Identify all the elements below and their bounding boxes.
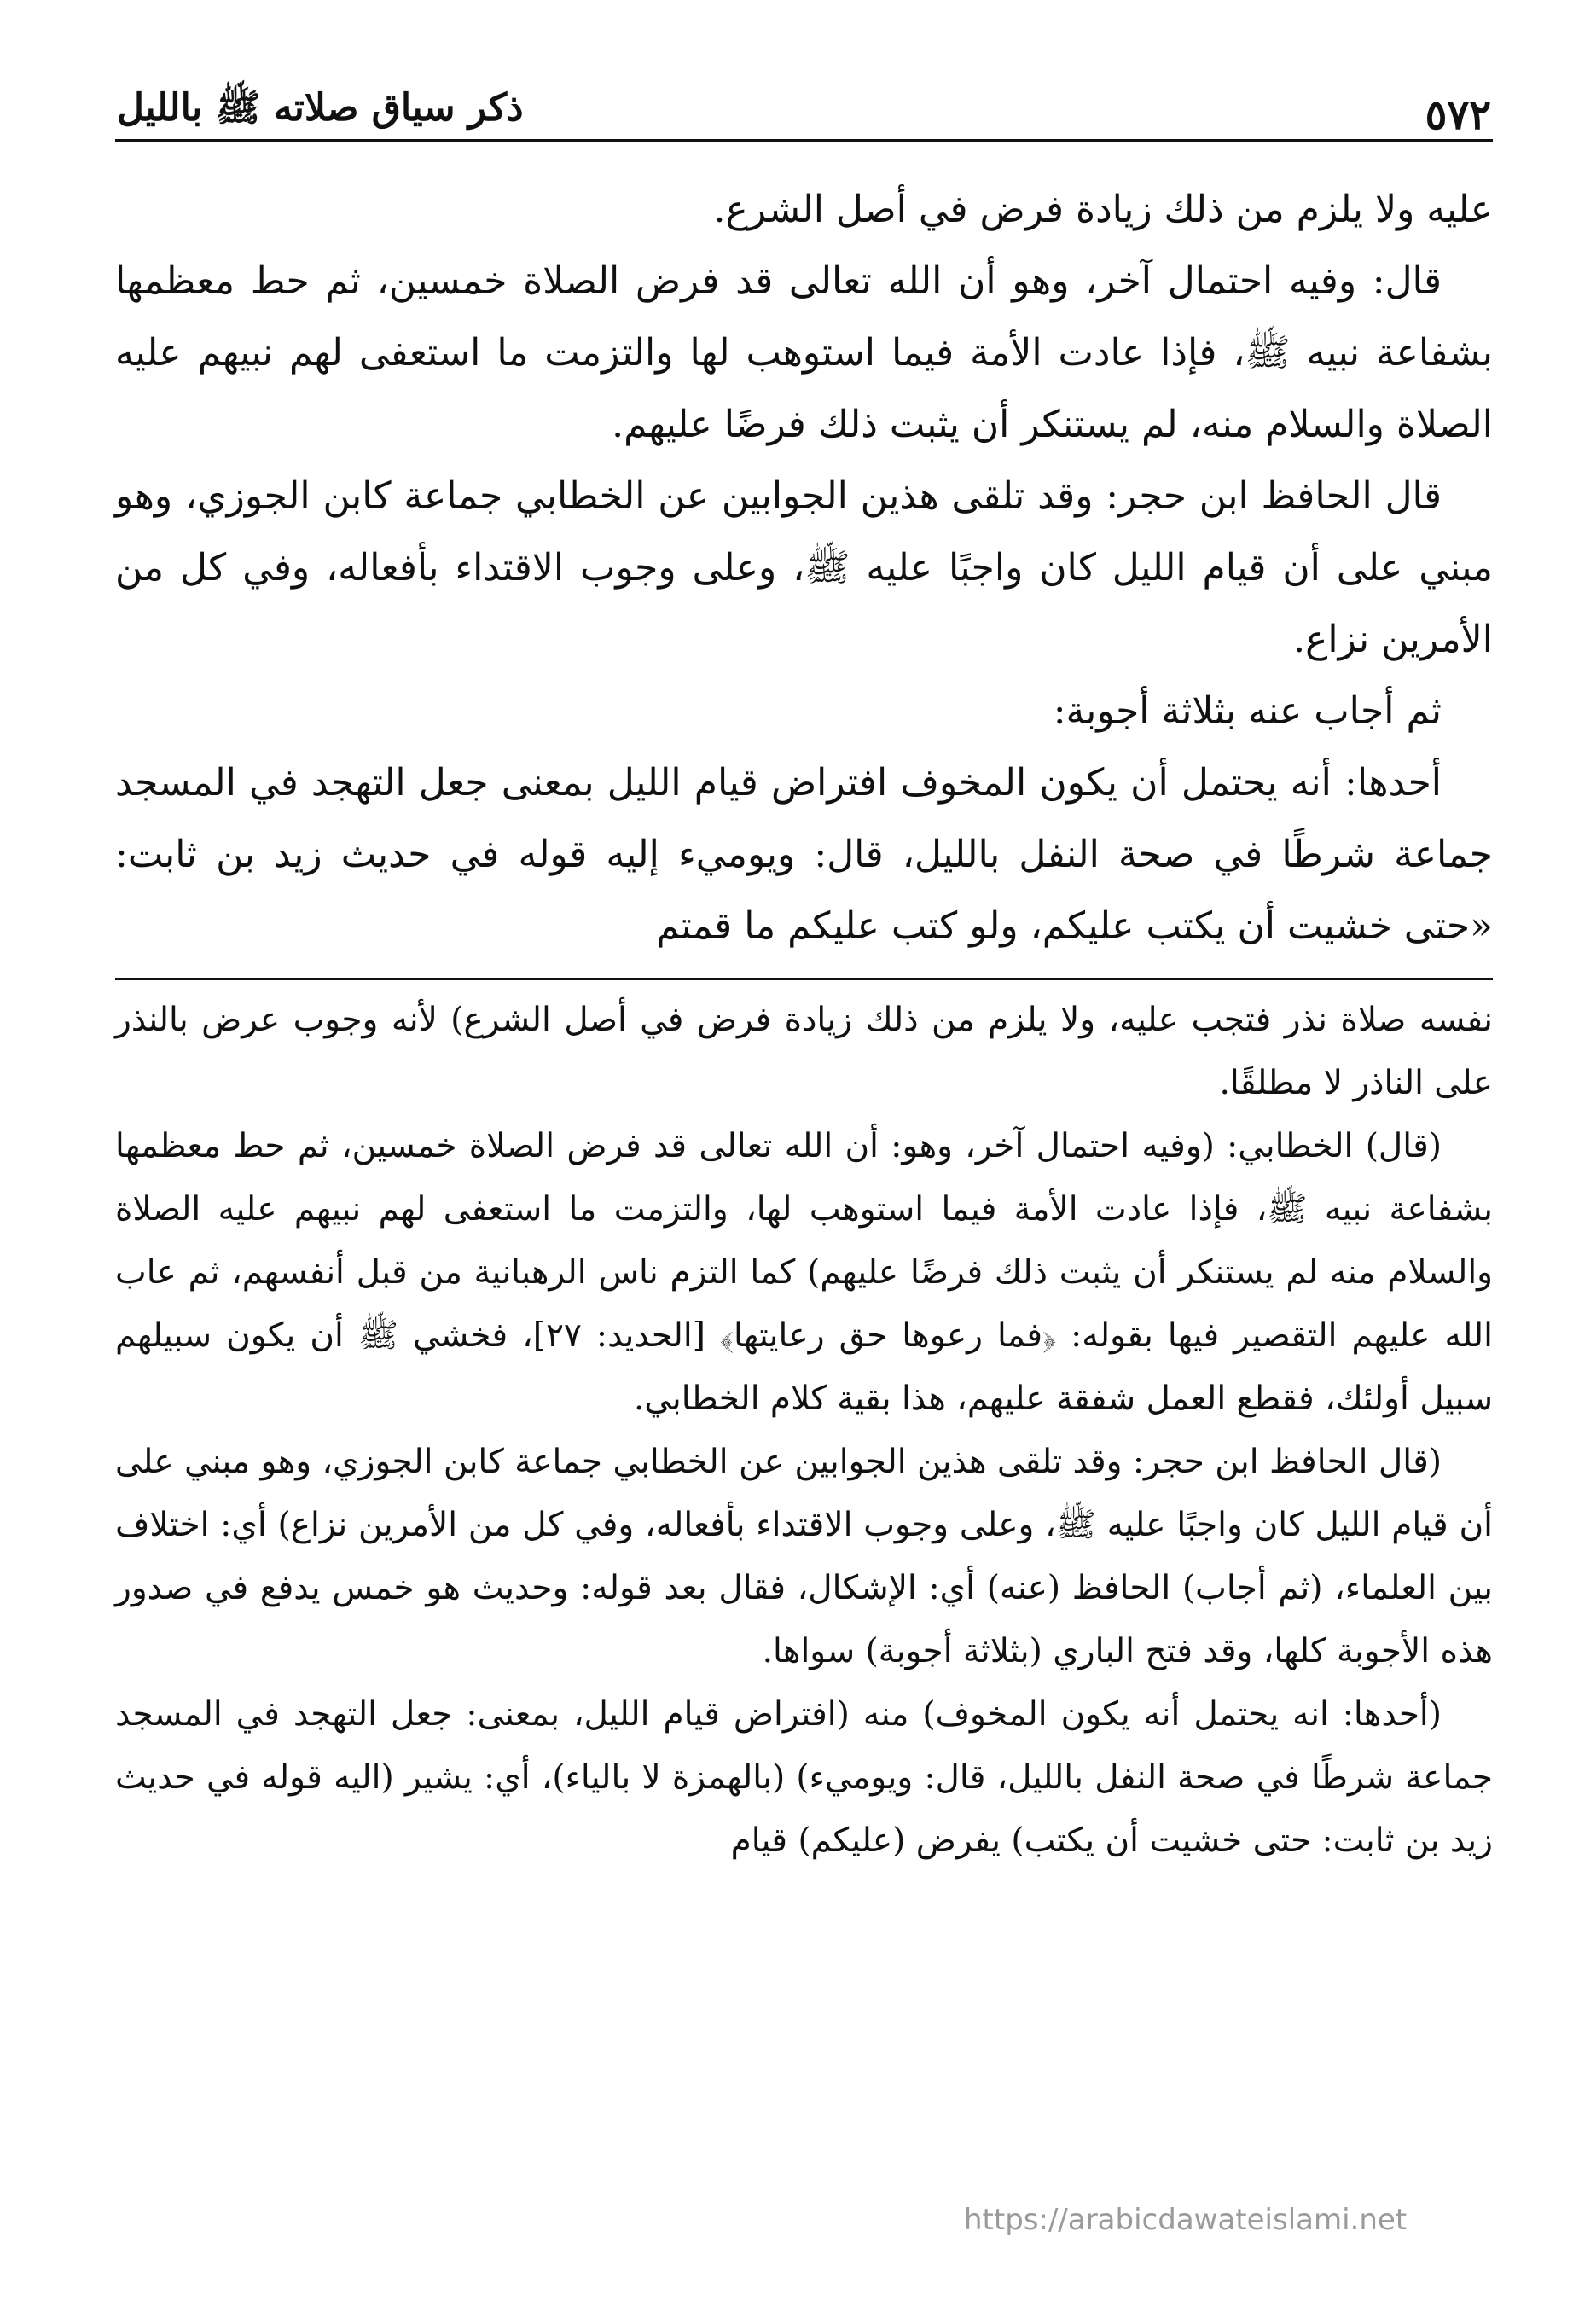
footnote-divider (115, 978, 1493, 980)
main-paragraph: عليه ولا يلزم من ذلك زيادة فرض في أصل الشرع. (713, 188, 1493, 231)
main-paragraph: أحدها: أنه يحتمل أن يكون المخوف افتراض قيام الليل بمعنى جعل التهجد في المسجد جماعة شرطًا في صحة النفل بالليل، قال: ويوميء إليه قوله في حديث زيد بن ثابت: «حتى خشيت أن يكتب عليكم، ولو كتب عليكم ما قمتم (115, 761, 1493, 948)
main-paragraph: ثم أجاب عنه بثلاثة أجوبة: (1053, 689, 1442, 733)
watermark-url: https://arabicdawateislami.net (964, 2203, 1408, 2237)
main-paragraph: قال الحافظ ابن حجر: وقد تلقى هذين الجوابين عن الخطابي جماعة كابن الجوزي، وهو مبني على أن قيام الليل كان واجبًا عليه ﷺ، وعلى وجوب الاقتداء بأفعاله، وفي كل من الأمرين نزاع. (115, 474, 1493, 661)
main-text (115, 174, 1493, 962)
page-number: ٥٧٢ (1425, 91, 1491, 139)
commentary-paragraph: (أحدها: انه يحتمل أنه يكون المخوف) منه (افتراض قيام الليل، بمعنى: جعل التهجد في المسجد جماعة شرطًا في صحة النفل بالليل، قال: ويوميء) (بالهمزة لا بالياء)، أي: يشير (اليه قوله في حديث زيد بن ثابت: حتى خشيت أن يكتب) يفرض (عليكم) قيام (115, 1695, 1493, 1860)
commentary-paragraph: نفسه صلاة نذر فتجب عليه، ولا يلزم من ذلك زيادة فرض في أصل الشرع) لأنه وجوب عرض بالنذر على الناذر لا مطلقًا. (115, 1001, 1493, 1102)
main-paragraph: قال: وفيه احتمال آخر، وهو أن الله تعالى قد فرض الصلاة خمسين، ثم حط معظمها بشفاعة نبيه ﷺ، فإذا عادت الأمة فيما استوهب لها والتزمت ما استعفى لهم نبيهم عليه الصلاة والسلام منه، لم يستنكر أن يثبت ذلك فرضًا عليهم. (115, 259, 1493, 446)
commentary-paragraph: (قال) الخطابي: (وفيه احتمال آخر، وهو: أن الله تعالى قد فرض الصلاة خمسين، ثم حط معظمها بشفاعة نبيه ﷺ، فإذا عادت الأمة فيما استوهب لها، والتزمت ما استعفى لهم نبيهم عليه الصلاة والسلام منه لم يستنكر أن يثبت ذلك فرضًا عليهم) كما التزم ناس الرهبانية من قبل أنفسهم، ثم عاب الله عليهم التقصير فيها بقوله: ﴿فما رعوها حق رعايتها﴾ [الحديد: ٢٧]، فخشي ﷺ أن يكون سبيلهم سبيل أولئك، فقطع العمل شفقة عليهم، هذا بقية كلام الخطابي. (115, 1127, 1494, 1418)
page-header (115, 81, 1493, 142)
commentary-paragraph: (قال الحافظ ابن حجر: وقد تلقى هذين الجوابين عن الخطابي جماعة كابن الجوزي، وهو مبني على أن قيام الليل كان واجبًا عليه ﷺ، وعلى وجوب الاقتداء بأفعاله، وفي كل من الأمرين نزاع) أي: اختلاف بين العلماء، (ثم أجاب) الحافظ (عنه) أي: الإشكال، فقال بعد قوله: وحديث هو خمس يدفع في صدور هذه الأجوبة كلها، وقد فتح الباري (بثلاثة أجوبة) سواها. (115, 1443, 1493, 1670)
commentary-text (115, 989, 1493, 1873)
book-page (115, 81, 1493, 2282)
running-title: ذكر سياق صلاته ﷺ بالليل (117, 86, 524, 130)
